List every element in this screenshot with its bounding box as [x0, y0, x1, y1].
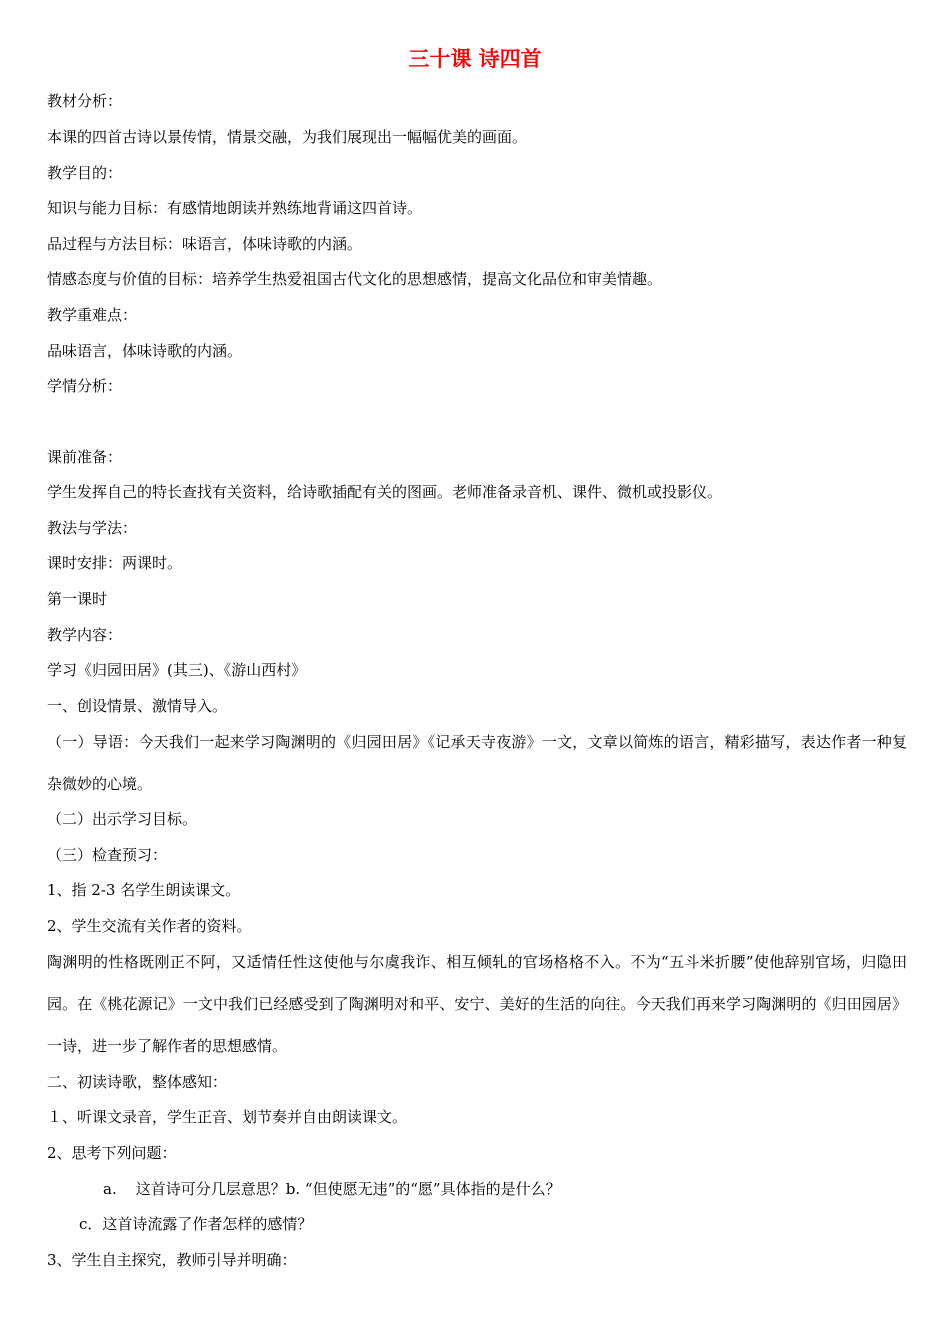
- text-paragraph: （一）导语：今天我们一起来学习陶渊明的《归园田居》《记承天寺夜游》一文，文章以简炼的语言，精彩描写，表达作者一种复杂微妙的心境。: [47, 733, 907, 793]
- heading-first-lesson: 第一课时: [47, 590, 108, 608]
- heading-content: 教学内容：: [47, 626, 123, 644]
- text-line: （三）检查预习：: [47, 846, 168, 864]
- page-title: 三十课 诗四首: [408, 47, 542, 71]
- heading-key-points: 教学重难点：: [47, 306, 138, 324]
- heading-student-analysis: 学情分析：: [47, 377, 123, 395]
- heading-textbook-analysis: 教材分析：: [47, 92, 123, 110]
- heading-teaching-goals: 教学目的：: [47, 164, 123, 182]
- text-paragraph: 陶渊明的性格既刚正不阿，又适情任性这使他与尔虞我诈、相互倾轧的官场格格不入。不为“五斗米折腰”使他辞别官场，归隐田园。在《桃花源记》一文中我们已经感受到了陶渊明对和平、安宁、美好的生活的向往。今天我们再来学习陶渊明的《归田园居》一诗，进一步了解作者的思想感情。: [47, 953, 907, 1055]
- text-line: 学习《归园田居》(其三)、《游山西村》: [47, 661, 307, 679]
- text-line: 2、学生交流有关作者的资料。: [47, 917, 252, 935]
- section-heading: 一、创设情景、激情导入。: [47, 697, 228, 715]
- text-line: 1、指 2-3 名学生朗读课文。: [47, 881, 241, 899]
- text-line: （二）出示学习目标。: [47, 810, 198, 828]
- question-line: c．这首诗流露了作者怎样的感情？: [79, 1215, 313, 1233]
- question-line: a. 这首诗可分几层意思？b. “但使愿无违”的“愿”具体指的是什么？: [103, 1180, 561, 1198]
- text-line: 2、思考下列问题：: [47, 1144, 177, 1162]
- heading-preparation: 课前准备：: [47, 448, 123, 466]
- text-line: 学生发挥自己的特长查找有关资料，给诗歌插配有关的图画。老师准备录音机、课件、微机或投影仪。: [47, 483, 723, 501]
- text-line: 知识与能力目标：有感情地朗读并熟练地背诵这四首诗。: [47, 199, 423, 217]
- text-line: 情感态度与价值的目标：培养学生热爱祖国古代文化的思想感情，提高文化品位和审美情趣。: [47, 270, 663, 288]
- text-line: 3、学生自主探究，教师引导并明确：: [47, 1251, 297, 1269]
- heading-methods: 教法与学法：: [47, 519, 138, 537]
- text-line: 课时安排：两课时。: [47, 554, 183, 572]
- text-line: １、听课文录音，学生正音、划节奏并自由朗读课文。: [47, 1108, 408, 1126]
- section-heading: 二、初读诗歌，整体感知：: [47, 1073, 228, 1091]
- text-line: 品味语言，体味诗歌的内涵。: [47, 342, 243, 360]
- text-line: 本课的四首古诗以景传情，情景交融，为我们展现出一幅幅优美的画面。: [47, 128, 528, 146]
- text-line: 品过程与方法目标：味语言，体味诗歌的内涵。: [47, 235, 363, 253]
